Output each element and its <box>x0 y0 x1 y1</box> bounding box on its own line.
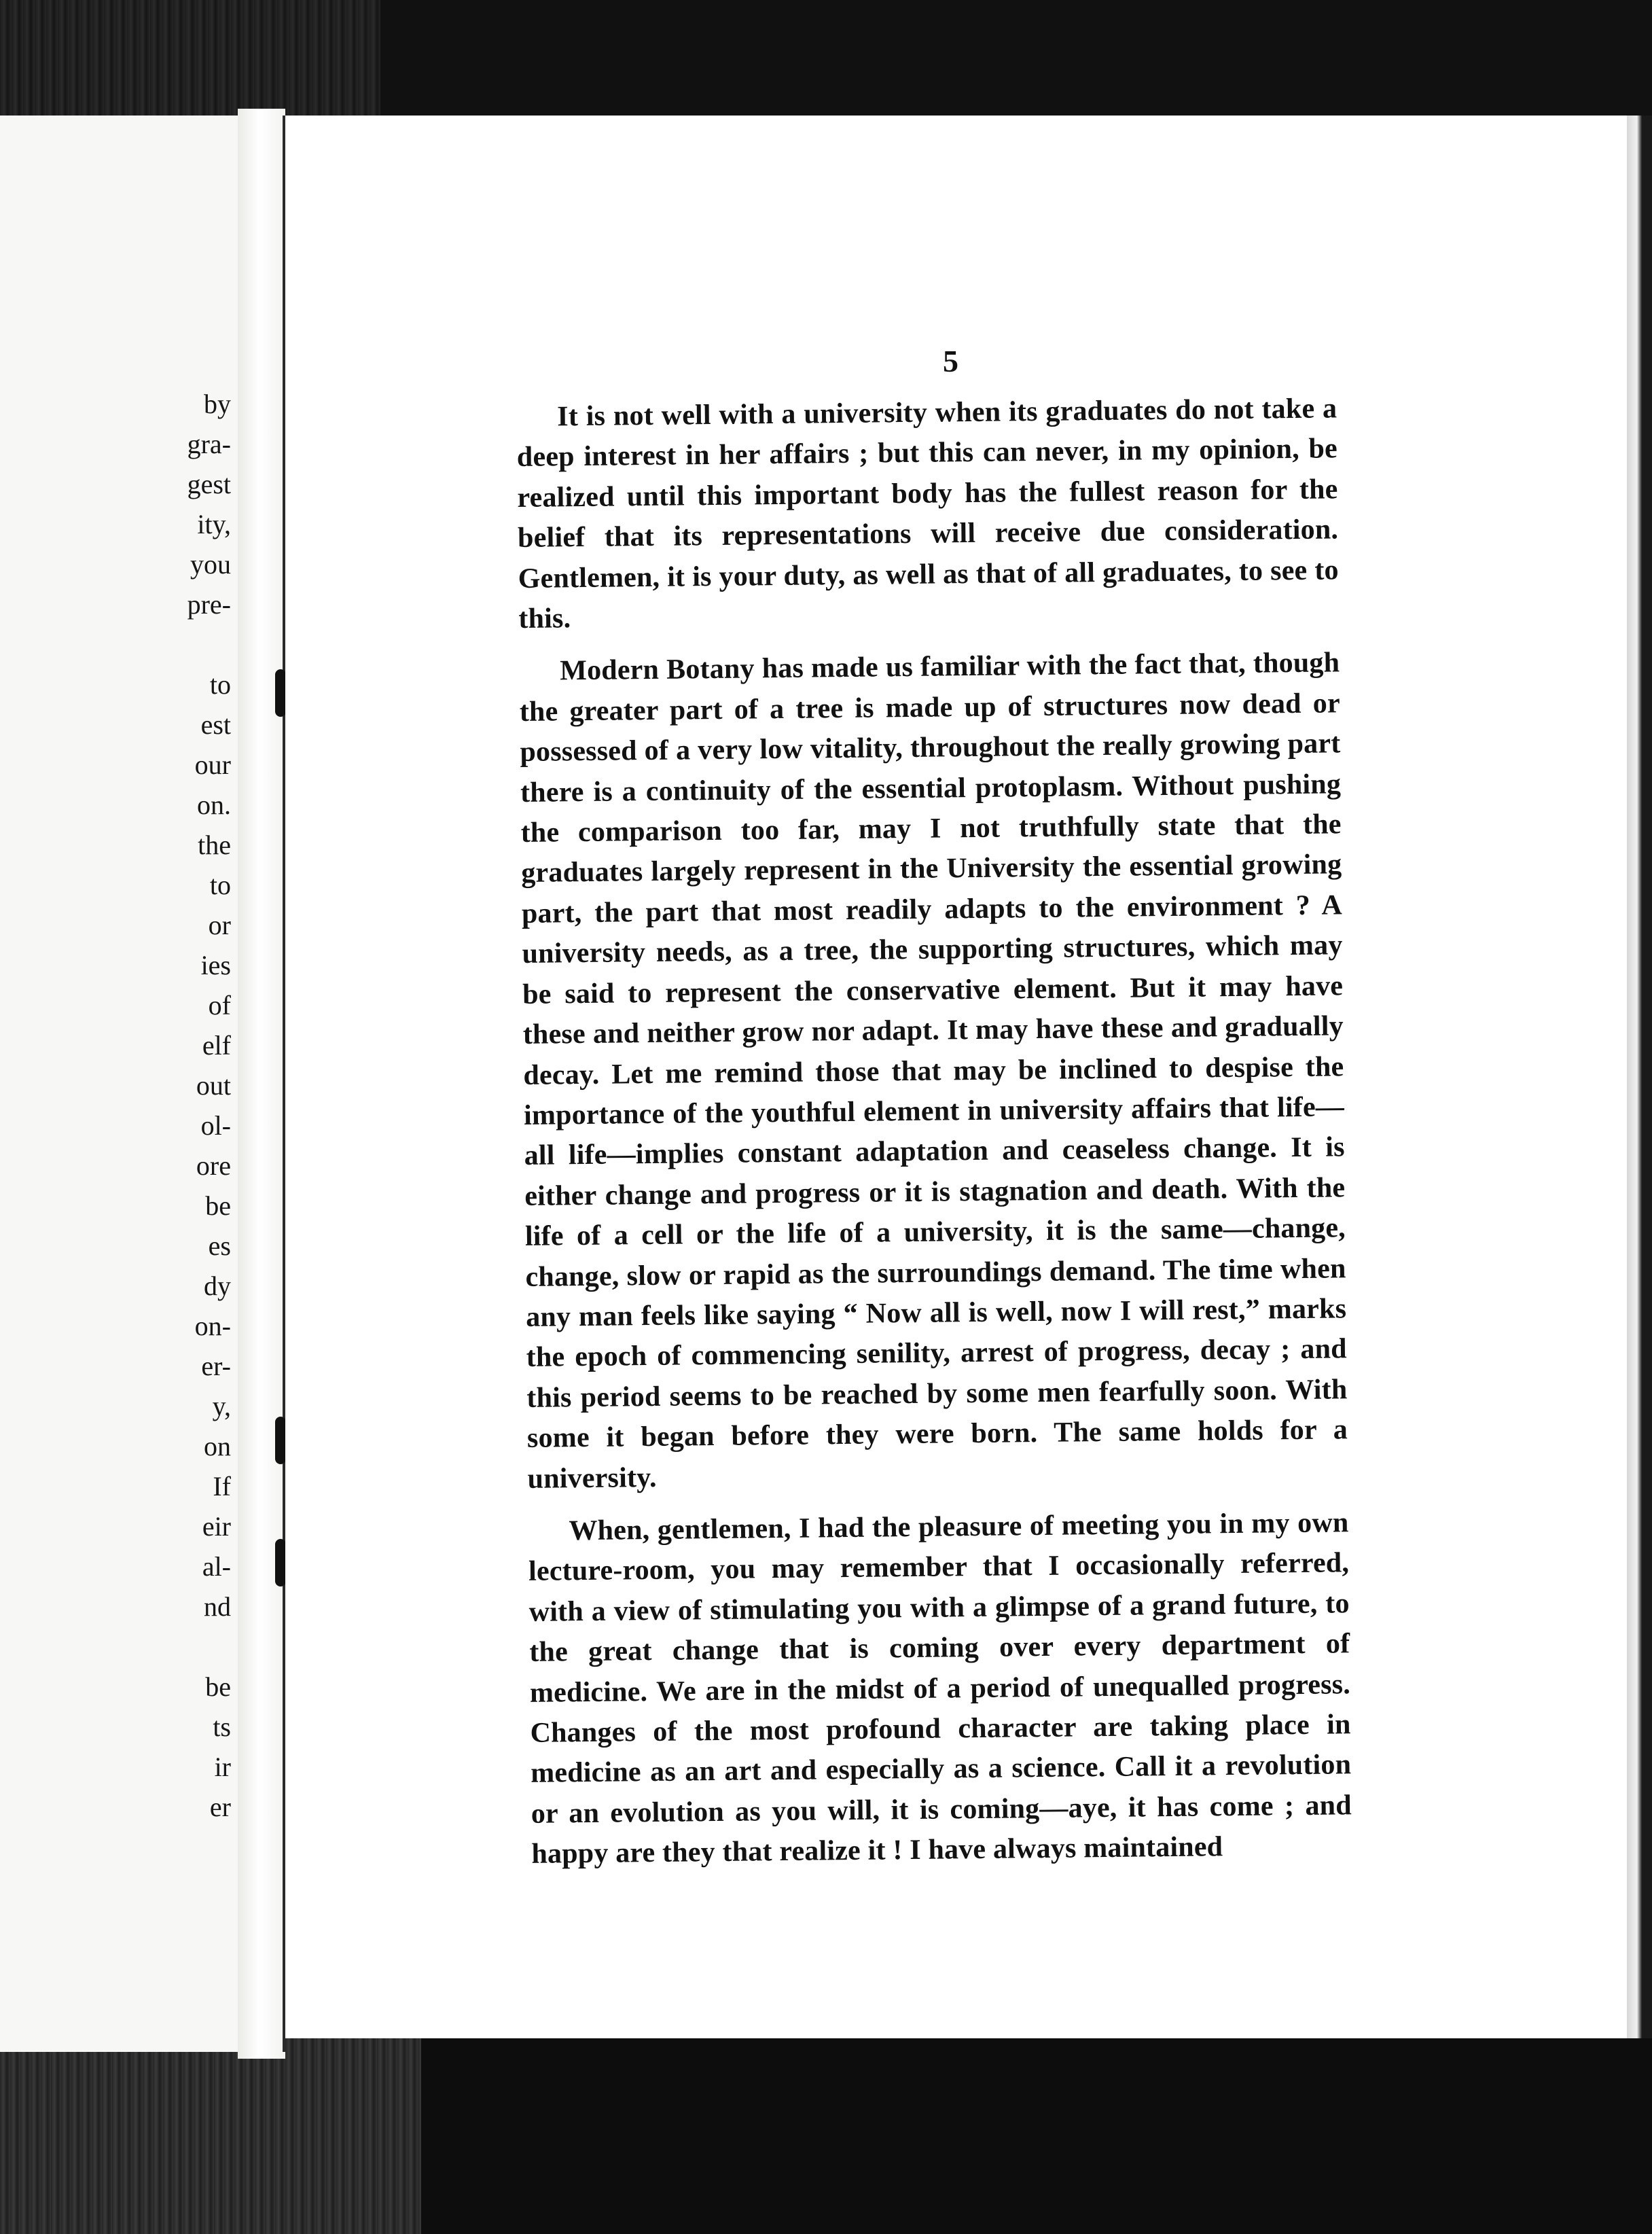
previous-page-line: elf <box>202 1030 231 1061</box>
paragraph: When, gentlemen, I had the pleasure of meeting you in my own lecture-room, you may remember that I occasionally referred, with a view of stimulating you with a glimpse of a grand future, to the great change that is coming over every department of medicine. We are in the midst of a period of unequalled progress. Changes of the most profound character are taking place in medicine as an art and especially as a science. Call it a revolution or an evolution as you will, it is coming—aye, it has come ; and happy are they that realize it ! I have always maintained <box>528 1507 1352 1870</box>
previous-page-line: on- <box>194 1311 231 1341</box>
previous-page-line: al- <box>202 1551 231 1582</box>
paragraph: Modern Botany has made us familiar with the fact that, though the greater part of a tree is made up of structures now dead or possessed of a very low vitality, throughout the really growing part there is a continuity of the essential protoplasm. Without pushing the comparison too far, may I not truthfully state that the graduates largely represent in the University the essential growing part, the part that most readily adapts to the environment ? A university needs, as a tree, the supporting structures, which may be said to represent the conservative element. But it may have these and neither grow nor adapt. It may have these and gradually decay. Let me remind those that may be inclined to despise the importance of the youthful element in university affairs that life—all life—implies constant adaptation and ceaseless change. It is either change and progress or it is stagnation and death. With the life of a cell or the life of a university, it is the same—change, change, slow or rapid as the surroundings demand. The time when any man feels like saying “ Now all is well, now I will rest,” marks the epoch of commencing senility, arrest of progress, decay ; and this period seems to be reached by some men fearfully soon. With some it began before they were born. The same holds for a university. <box>519 647 1348 1495</box>
previous-page-line: eir <box>202 1511 231 1542</box>
previous-page-line: you <box>190 549 231 580</box>
previous-page-line: of <box>208 990 231 1021</box>
previous-page-line: on. <box>197 790 231 820</box>
previous-page-line: er <box>209 1792 231 1822</box>
previous-page-line: y, <box>212 1391 231 1421</box>
previous-page-line: by <box>204 389 231 419</box>
page-body <box>516 389 1352 1887</box>
previous-page-line: ore <box>196 1150 231 1181</box>
previous-page-line: gest <box>187 469 231 499</box>
previous-page-line: be <box>205 1671 231 1702</box>
background-bottom <box>421 2038 1652 2234</box>
binding-staple-icon <box>275 669 286 717</box>
previous-page <box>0 116 238 2052</box>
previous-page-line: es <box>208 1230 231 1261</box>
previous-page-line: our <box>194 749 231 780</box>
previous-page-line: out <box>196 1070 231 1101</box>
previous-page-line: If <box>213 1471 231 1502</box>
previous-page-line: ts <box>213 1712 231 1742</box>
previous-page-line: or <box>208 910 231 940</box>
previous-page-line: est <box>200 709 231 740</box>
previous-page-line: ir <box>214 1752 231 1782</box>
paragraph: It is not well with a university when its graduates do not take a deep interest in her affairs ; but this can never, in my opinion, be realized until this important body has the fullest reason for the belief that its representations will receive due consideration. Gentlemen, it is your duty, as well as that of all graduates, to see to this. <box>516 393 1339 635</box>
previous-page-line <box>95 1627 231 1667</box>
previous-page-line: ol- <box>200 1110 231 1141</box>
previous-page-line: be <box>205 1190 231 1221</box>
previous-page-line: nd <box>204 1591 231 1622</box>
page-number: 5 <box>943 344 958 378</box>
previous-page-line: on <box>204 1431 231 1461</box>
previous-page-line: to <box>209 669 231 700</box>
previous-page-text-fragments <box>95 384 231 1827</box>
page-edge <box>1627 116 1652 2038</box>
previous-page-line <box>95 624 231 664</box>
binding-staple-icon <box>275 1539 286 1586</box>
previous-page-line: the <box>198 830 231 860</box>
binding-staple-icon <box>275 1417 286 1464</box>
previous-page-line: ity, <box>197 509 231 539</box>
previous-page-line: er- <box>201 1351 231 1381</box>
previous-page-line: to <box>209 870 231 900</box>
previous-page-line: dy <box>204 1271 231 1301</box>
previous-page-line: gra- <box>187 429 231 459</box>
previous-page-line: ies <box>200 950 231 980</box>
previous-page-line: pre- <box>187 589 231 620</box>
book-gutter <box>238 109 285 2059</box>
